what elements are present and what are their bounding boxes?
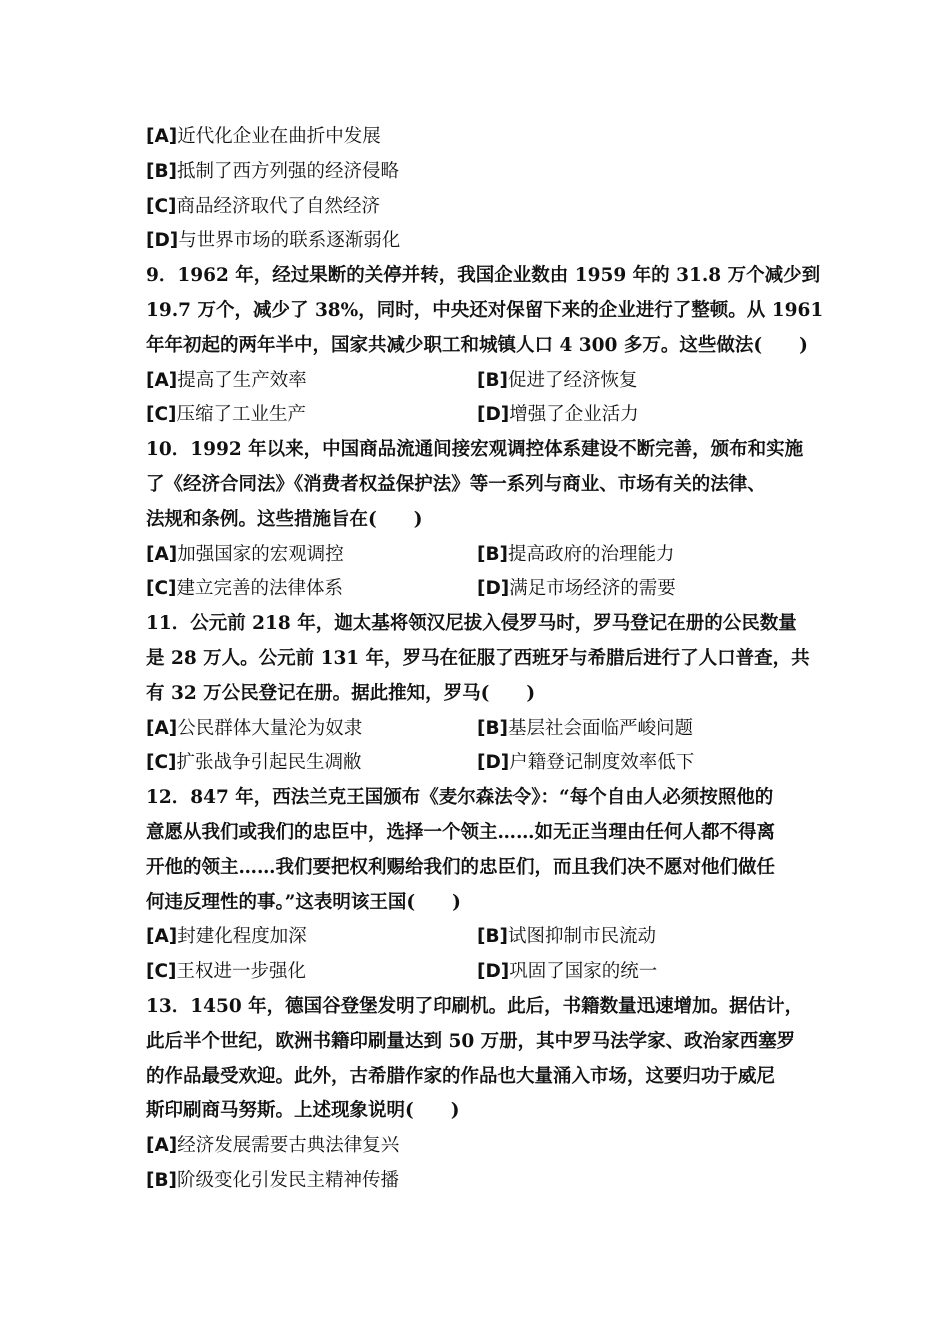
option-tag: [D] bbox=[477, 961, 510, 983]
option-text: 阶级变化引发民主精神传播 bbox=[177, 1169, 400, 1191]
option-d bbox=[477, 398, 808, 433]
option-tag: [A] bbox=[146, 369, 178, 391]
option-text: 基层社会面临严峻问题 bbox=[508, 717, 694, 739]
option-text: 满足市场经济的需要 bbox=[509, 578, 676, 600]
option-row bbox=[146, 1129, 808, 1164]
option-text: 提高了生产效率 bbox=[177, 369, 307, 391]
option-c bbox=[146, 955, 477, 990]
option-row bbox=[146, 572, 808, 607]
option-a bbox=[146, 120, 808, 155]
option-a bbox=[146, 538, 477, 573]
option-tag: [B] bbox=[146, 160, 178, 182]
option-row bbox=[146, 398, 808, 433]
option-text: 试图抑制市民流动 bbox=[508, 926, 657, 948]
option-b bbox=[477, 364, 808, 399]
option-text: 提高政府的治理能力 bbox=[508, 543, 675, 565]
option-d bbox=[146, 224, 808, 259]
option-d bbox=[477, 955, 808, 990]
question-9-line: 年年初起的两年半中，国家共减少职工和城镇人口 4 300 多万。这些做法( ) bbox=[146, 334, 808, 356]
option-text: 封建化程度加深 bbox=[177, 926, 307, 948]
option-c bbox=[146, 190, 808, 225]
option-tag: [D] bbox=[477, 404, 510, 426]
question-13-line: 13．1450 年，德国谷登堡发明了印刷机。此后，书籍数量迅速增加。据估计， bbox=[146, 995, 804, 1017]
option-b bbox=[477, 920, 808, 955]
option-row bbox=[146, 746, 808, 781]
option-tag: [A] bbox=[146, 717, 178, 739]
question-9-line: 9．1962 年，经过果断的关停并转，我国企业数由 1959 年的 31.8 万个减少到 bbox=[146, 265, 821, 287]
option-c bbox=[146, 572, 477, 607]
question-11-line: 有 32 万公民登记在册。据此推知，罗马( ) bbox=[146, 682, 536, 704]
option-tag: [A] bbox=[146, 543, 178, 565]
option-b bbox=[477, 712, 808, 747]
option-tag: [C] bbox=[146, 404, 177, 426]
option-a bbox=[146, 920, 477, 955]
option-b bbox=[477, 538, 808, 573]
option-text: 建立完善的法律体系 bbox=[176, 578, 344, 600]
option-row bbox=[146, 920, 808, 955]
option-text: 与世界市场的联系逐渐弱化 bbox=[178, 230, 401, 252]
option-text: 公民群体大量沦为奴隶 bbox=[177, 717, 363, 739]
option-tag: [A] bbox=[146, 126, 178, 147]
option-text: 加强国家的宏观调控 bbox=[177, 543, 344, 565]
option-row bbox=[146, 955, 808, 990]
option-a bbox=[146, 712, 477, 747]
option-text: 扩张战争引起民生凋敝 bbox=[176, 752, 362, 774]
question-10-line: 法规和条例。这些措施旨在( ) bbox=[146, 508, 423, 530]
option-row bbox=[146, 712, 808, 747]
question-13-line: 斯印刷商马努斯。上述现象说明( ) bbox=[146, 1100, 460, 1122]
option-text: 王权进一步强化 bbox=[176, 961, 307, 983]
option-row bbox=[146, 1164, 808, 1199]
question-13-line: 此后半个世纪，欧洲书籍印刷量达到 50 万册，其中罗马法学家、政治家西塞罗 bbox=[146, 1030, 796, 1052]
option-row bbox=[146, 155, 808, 190]
question-9 bbox=[146, 259, 824, 433]
option-tag: [B] bbox=[146, 1169, 178, 1191]
option-tag: [B] bbox=[477, 926, 509, 948]
option-text: 增强了企业活力 bbox=[509, 404, 639, 426]
option-text: 抵制了西方列强的经济侵略 bbox=[177, 160, 400, 182]
option-c bbox=[146, 746, 477, 781]
option-a bbox=[146, 1129, 808, 1164]
question-12-line: 12．847 年，西法兰克王国颁布《麦尔森法令》：“每个自由人必须按照他的 bbox=[146, 787, 774, 809]
option-b bbox=[146, 1164, 808, 1199]
option-row bbox=[146, 364, 808, 399]
option-tag: [A] bbox=[146, 1135, 178, 1157]
option-text: 促进了经济恢复 bbox=[508, 369, 638, 391]
question-10-line: 了《经济合同法》《消费者权益保护法》等一系列与商业、市场有关的法律、 bbox=[146, 473, 766, 495]
option-row bbox=[146, 538, 808, 573]
question-11-line: 是 28 万人。公元前 131 年，罗马在征服了西班牙与希腊后进行了人口普查，共 bbox=[146, 647, 810, 669]
option-text: 巩固了国家的统一 bbox=[509, 961, 658, 983]
question-12-line: 意愿从我们或我们的忠臣中，选择一个领主……如无正当理由任何人都不得离 bbox=[146, 821, 776, 843]
option-tag: [A] bbox=[146, 926, 178, 948]
question-12-line: 何违反理性的事。”这表明该王国( ) bbox=[146, 891, 461, 913]
question-12-line: 开他的领主……我们要把权利赐给我们的忠臣们，而且我们决不愿对他们做任 bbox=[146, 856, 776, 878]
question-list bbox=[146, 120, 824, 1199]
option-tag: [D] bbox=[477, 752, 510, 774]
question-13-line: 的作品最受欢迎。此外，古希腊作家的作品也大量涌入市场，这要归功于威尼 bbox=[146, 1065, 776, 1087]
option-tag: [D] bbox=[477, 578, 510, 600]
option-d bbox=[477, 572, 808, 607]
question-10 bbox=[146, 433, 808, 607]
option-tag: [C] bbox=[146, 578, 177, 600]
question-11 bbox=[146, 607, 808, 781]
option-tag: [B] bbox=[477, 369, 509, 391]
question-9-line: 19.7 万个，减少了 38%，同时，中央还对保留下来的企业进行了整顿。从 1961 bbox=[146, 299, 824, 321]
option-tag: [C] bbox=[146, 195, 177, 217]
option-d bbox=[477, 746, 808, 781]
option-tag: [B] bbox=[477, 543, 509, 565]
option-text: 近代化企业在曲折中发展 bbox=[177, 126, 381, 147]
option-b bbox=[146, 155, 808, 190]
option-tag: [D] bbox=[146, 230, 179, 252]
option-tag: [B] bbox=[477, 717, 509, 739]
question-12 bbox=[146, 781, 808, 990]
question-10-line: 10．1992 年以来，中国商品流通间接宏观调控体系建设不断完善，颁布和实施 bbox=[146, 439, 804, 461]
option-text: 经济发展需要古典法律复兴 bbox=[177, 1135, 400, 1157]
question-11-line: 11．公元前 218 年，迦太基将领汉尼拔入侵罗马时，罗马登记在册的公民数量 bbox=[146, 613, 797, 635]
option-tag: [C] bbox=[146, 961, 177, 983]
option-c bbox=[146, 398, 477, 433]
option-row bbox=[146, 224, 808, 259]
option-tag: [C] bbox=[146, 752, 177, 774]
option-a bbox=[146, 364, 477, 399]
option-row bbox=[146, 120, 808, 155]
option-text: 商品经济取代了自然经济 bbox=[176, 195, 381, 217]
option-text: 压缩了工业生产 bbox=[176, 404, 307, 426]
option-row bbox=[146, 190, 808, 225]
question-13 bbox=[146, 990, 808, 1199]
option-text: 户籍登记制度效率低下 bbox=[509, 752, 695, 774]
